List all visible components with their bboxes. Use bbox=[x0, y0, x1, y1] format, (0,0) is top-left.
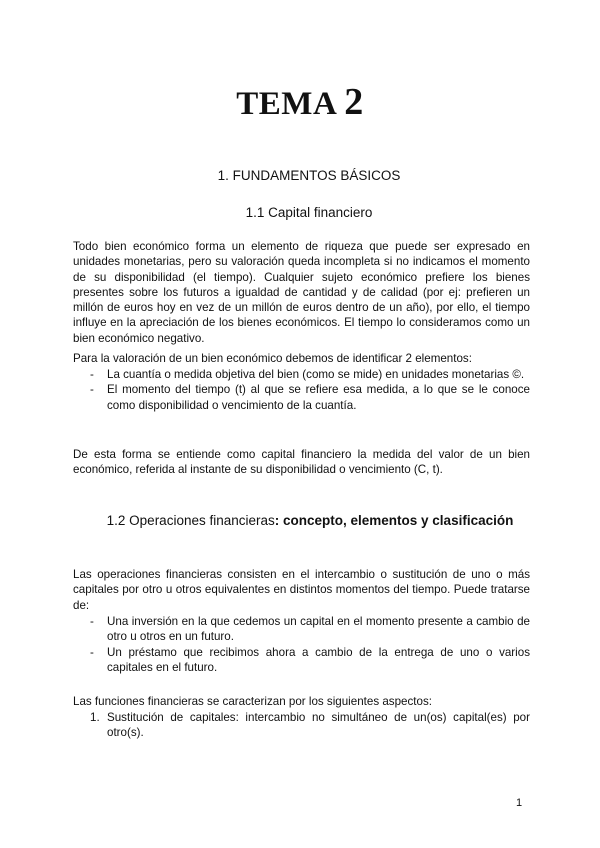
paragraph-5: Las funciones financieras se caracterizan por los siguientes aspectos: bbox=[73, 695, 432, 708]
title-word: TEMA bbox=[236, 86, 336, 122]
list-item: - Una inversión en la que cedemos un capital en el momento presente a cambio de otro u otros en un futuro. bbox=[90, 615, 530, 644]
list-elements bbox=[90, 367, 530, 413]
list-item: - Un préstamo que recibimos ahora a cambio de la entrega de uno o varios capitales en el futuro. bbox=[90, 645, 530, 674]
list-item: 1. Sustitución de capitales: intercambio no simultáneo de un(os) capital(es) por otro(s). bbox=[90, 711, 530, 740]
subsection-heading-1-1: 1.1 Capital financiero bbox=[245, 205, 373, 220]
paragraph-2: Para la valoración de un bien económico debemos de identificar 2 elementos: bbox=[73, 352, 472, 365]
paragraph-3: De esta forma se entiende como capital financiero la medida del valor de un bien económico, referida al instante de su disponibilidad o vencimiento (C, t). bbox=[73, 448, 530, 477]
subsection-heading-1-2: 1.2 Operaciones financieras: concepto, elementos y clasificación bbox=[106, 513, 514, 528]
section-heading: 1. FUNDAMENTOS BÁSICOS bbox=[217, 168, 401, 183]
main-title bbox=[0, 80, 600, 124]
page-number: 1 bbox=[516, 797, 523, 809]
list-operations bbox=[90, 614, 530, 675]
title-number: 2 bbox=[344, 81, 364, 123]
list-item: - El momento del tiempo (t) al que se refiere esa medida, a lo que se le conoce como disponibilidad o vencimiento de la cuantía. bbox=[90, 383, 530, 412]
paragraph-4: Las operaciones financieras consisten en el intercambio o sustitución de uno o más capitales por otro u otros equivalentes en distintos momentos del tiempo. Puede tratarse de: bbox=[73, 568, 530, 612]
paragraph-1: Todo bien económico forma un elemento de riqueza que puede ser expresado en unidades monetarias, pero su valoración queda incompleta si no indicamos el momento de su disponibilidad (el tiempo). Cualquier sujeto económico prefiere los bienes presentes sobre los futuros a igualdad de cantidad y de calidad (por ej: prefieren un millón de euros hoy en vez de un millón de euros dentro de un año), por ello, el tiempo influye en la apreciación de los bienes económicos. El tiempo lo consideramos como un bien económico negativo. bbox=[73, 240, 530, 345]
list-item: - La cuantía o medida objetiva del bien (como se mide) en unidades monetarias ©. bbox=[90, 368, 525, 381]
list-aspects bbox=[90, 710, 530, 741]
